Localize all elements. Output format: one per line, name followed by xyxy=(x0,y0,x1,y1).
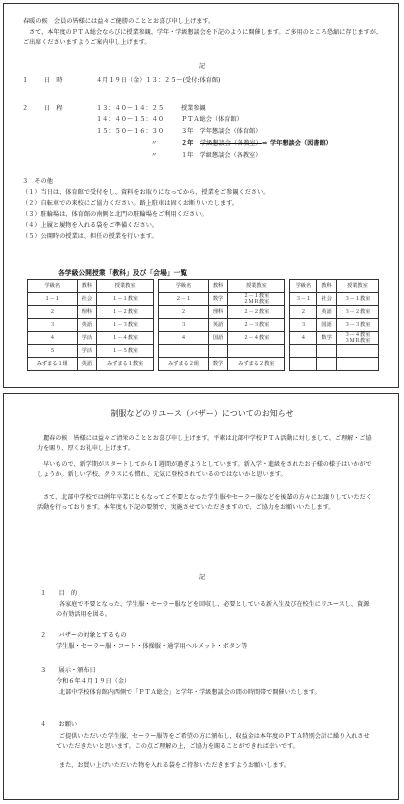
table-cell: 学活 xyxy=(77,345,96,358)
table-cell xyxy=(336,358,378,371)
table-row xyxy=(28,293,379,306)
table-cell: 学活 xyxy=(77,332,96,345)
table-cell: ２－１教室 ２ＭＲ教室 xyxy=(228,293,285,306)
section-body: ご提供いただいた学生服、セーラー服等をご希望の方に頒布し，収益金は本年度のＰＴＡ特別会計に繰り入れさせていただきたいと思います。この点ご理解の上，ご協力を賜ることができれば幸いです。 xyxy=(56,733,370,750)
table-cell xyxy=(228,345,285,358)
table-cell xyxy=(159,345,209,358)
note-item: （４）上履と履物を入れる袋をご準備ください。 xyxy=(22,222,159,229)
table-header-cell: 授業教室 xyxy=(228,280,285,293)
table-header-cell: 授業教室 xyxy=(336,280,378,293)
table-cell: １－１ xyxy=(28,293,78,306)
table-cell: ２－２教室 xyxy=(228,306,285,319)
schedule-event: ＰＴＡ総会（体育館） xyxy=(181,116,243,123)
schedule-event: 授業参観 xyxy=(181,105,206,112)
table-cell: ３－３教室 xyxy=(336,319,378,332)
section-heading: ３ 展示・頒布日 xyxy=(40,667,96,674)
table-row xyxy=(28,306,379,319)
item2-number: ２ xyxy=(22,105,29,112)
table-cell xyxy=(208,345,227,358)
table-cell: ３ xyxy=(290,319,317,332)
grade2-struck-event: 学級懇談会（各教室） xyxy=(200,140,262,147)
section-heading: ４ お願い xyxy=(40,721,78,728)
note-item: （５）公開時の授業は、担任の授業を行います。 xyxy=(22,233,158,240)
section-heading: ２ バザーの対象とするもの xyxy=(40,632,127,639)
table-row xyxy=(28,345,379,358)
table-cell: ４ xyxy=(28,332,78,345)
note-item: （３）駐輪場は、体育館の南側と北門の駐輪場をご利用ください。 xyxy=(22,211,208,218)
item2-label: 日 程 xyxy=(44,105,63,112)
bazaar-notice-page xyxy=(3,393,399,800)
schedule-event: ３年 学年懇談会（体育館） xyxy=(181,128,262,135)
table-header-cell: 教科 xyxy=(208,280,227,293)
intro-paragraph: さて、本年度のＰＴＡ総会ならびに授業参観、学年・学級懇談会を下記のように開催します。ご多用のところ恐縮に存じますが、ご出席くださいますようご案内申し上げます。 xyxy=(23,29,382,46)
class-table xyxy=(27,279,379,371)
ki-heading: 記 xyxy=(198,574,206,581)
table-cell: １－４教室 xyxy=(97,332,154,345)
section-date: 令和６年４月１９日（金） xyxy=(56,678,131,685)
table-cell: みずまる２教室 xyxy=(228,358,285,371)
table-cell: ３ xyxy=(159,319,209,332)
table-cell: みずまる１教室 xyxy=(97,358,154,371)
table-header-cell: 学級名 xyxy=(159,280,209,293)
note-item: （１）当日は、体育館で受付をし、資料をお取りになってから、授業をご参観ください。 xyxy=(22,189,270,196)
item1-value: ４月１９日（金）１３：２５～(受付:体育館) xyxy=(96,77,221,84)
table-cell: ４ xyxy=(159,332,209,345)
table-cell: 社会 xyxy=(317,293,336,306)
table-cell: 社会 xyxy=(77,293,96,306)
grade2-new-event: 学年懇談会（図書館） xyxy=(270,140,332,147)
section-body: 北部中学校体育館内西側で「ＰＴＡ総会」と学年・学級懇談会の間の時間帯で開催いたします。 xyxy=(59,689,321,696)
table-cell: 数学 xyxy=(208,293,227,306)
section-body: また、お買い上げいただいた物を入れる袋をご持参いただきますようお願いします。 xyxy=(59,762,291,769)
table-cell: ３ xyxy=(28,319,78,332)
table-row xyxy=(28,358,379,371)
table-cell: ２－３教室 xyxy=(228,319,285,332)
table-cell xyxy=(317,358,336,371)
table-cell: 国語 xyxy=(317,319,336,332)
table-cell: １－５教室 xyxy=(97,345,154,358)
table-header-cell: 学級名 xyxy=(28,280,78,293)
table-cell: 理科 xyxy=(77,306,96,319)
table-cell: 英語 xyxy=(77,358,96,371)
table-cell: ２ xyxy=(28,306,78,319)
ditto-mark: 〃 xyxy=(151,140,158,147)
table-cell: 英語 xyxy=(208,319,227,332)
table-cell: みずまる１組 xyxy=(28,358,78,371)
table-cell: ３－１教室 xyxy=(336,293,378,306)
item1-number: １ xyxy=(22,77,29,84)
table-cell: 英語 xyxy=(77,319,96,332)
table-header-cell: 学級名 xyxy=(290,280,317,293)
note-item: （２）自転車での来校にご協力ください。路上駐車は固くお断りいたします。 xyxy=(22,200,239,207)
table-cell: 理科 xyxy=(208,306,227,319)
table-cell: 数学 xyxy=(317,332,336,345)
table-row xyxy=(28,332,379,345)
table-cell: 英語 xyxy=(317,306,336,319)
schedule-time: １４：４０～１５：４０ xyxy=(96,116,165,123)
table-row xyxy=(28,319,379,332)
table-cell: ２－４教室 xyxy=(228,332,285,345)
section-body: 学生服・セーラー服・コート・体操服・通学用ヘルメット・ボタン等 xyxy=(56,643,248,650)
table-cell: ４ xyxy=(290,332,317,345)
table-cell xyxy=(336,345,378,358)
table-cell xyxy=(317,345,336,358)
ki-heading: 記 xyxy=(198,63,206,70)
grade2-label: ２年 xyxy=(181,140,194,147)
table-cell: ２ xyxy=(159,306,209,319)
greeting-line: 春暖の候 会員の皆様には益々ご健勝のこととお喜び申し上げます。 xyxy=(23,18,215,25)
paragraph: さて、北部中学校では例年卒業にともなってご不要となった学生服やセーラー服などを後輩の方々にお譲りしていただく活動を行っております。本年度も下記の要領で、実施させていただきますので、ご協力をお願いいたします。 xyxy=(37,494,372,511)
table-cell: ５ xyxy=(28,345,78,358)
table-header-cell: 教科 xyxy=(317,280,336,293)
table-cell: ３－４教室 ３ＭＲ教室 xyxy=(336,332,378,345)
table-cell: ２－１ xyxy=(159,293,209,306)
table-cell: １－２教室 xyxy=(97,306,154,319)
grade1-event: １年 学級懇談会（各教室） xyxy=(181,152,262,159)
table-cell: みずまる２組 xyxy=(159,358,209,371)
table-cell xyxy=(290,358,317,371)
ditto-mark: 〃 xyxy=(151,152,158,159)
paragraph: 麗春の候 皆様には益々ご清栄のこととお喜び申し上げます。平素は北部中学校ＰＴＡ活動に対しまして、ご理解・ご協力を賜り、厚くお礼申し上げます。 xyxy=(37,435,372,452)
table-header-cell: 教科 xyxy=(77,280,96,293)
table-header-row xyxy=(28,280,379,293)
arrow-icon: ⇒ xyxy=(262,140,268,147)
section-heading: １ 目 的 xyxy=(40,590,78,597)
paragraph: 早いもので、新学期がスタートしてから１週間が過ぎようとしています。新入学・進級をされたお子様の様子はいかがでしょうか。新しい学校、クラスにも慣れ、元気に登校されているのではないかと思います。 xyxy=(37,461,372,478)
table-cell: ２ xyxy=(290,306,317,319)
section-body: 各家庭で不要となった、学生服・セーラー服などを回収し、必要としている新入生及び在校生にリユースし、資源の有効活用を図る。 xyxy=(56,601,370,618)
table-header-cell: 授業教室 xyxy=(97,280,154,293)
schedule-time: １３：４０～１４：２５ xyxy=(96,105,165,112)
table-cell: 数学 xyxy=(208,358,227,371)
item1-label: 日 時 xyxy=(44,77,63,84)
pta-notice-page xyxy=(3,3,399,388)
schedule-time: １５：５０～１６：３０ xyxy=(96,128,165,135)
table-cell: ３－２教室 xyxy=(336,306,378,319)
page-title: 制服などのリユース（バザー）についてのお知らせ xyxy=(110,409,294,418)
table-cell: 国語 xyxy=(208,332,227,345)
table-cell: １－３教室 xyxy=(97,319,154,332)
table-cell: ３－１ xyxy=(290,293,317,306)
table-title: 各学級公開授業「教科」及び「会場」一覧 xyxy=(58,269,188,277)
table-cell: １－１教室 xyxy=(97,293,154,306)
table-cell xyxy=(290,345,317,358)
item3-heading: ３ その他 xyxy=(22,178,53,185)
